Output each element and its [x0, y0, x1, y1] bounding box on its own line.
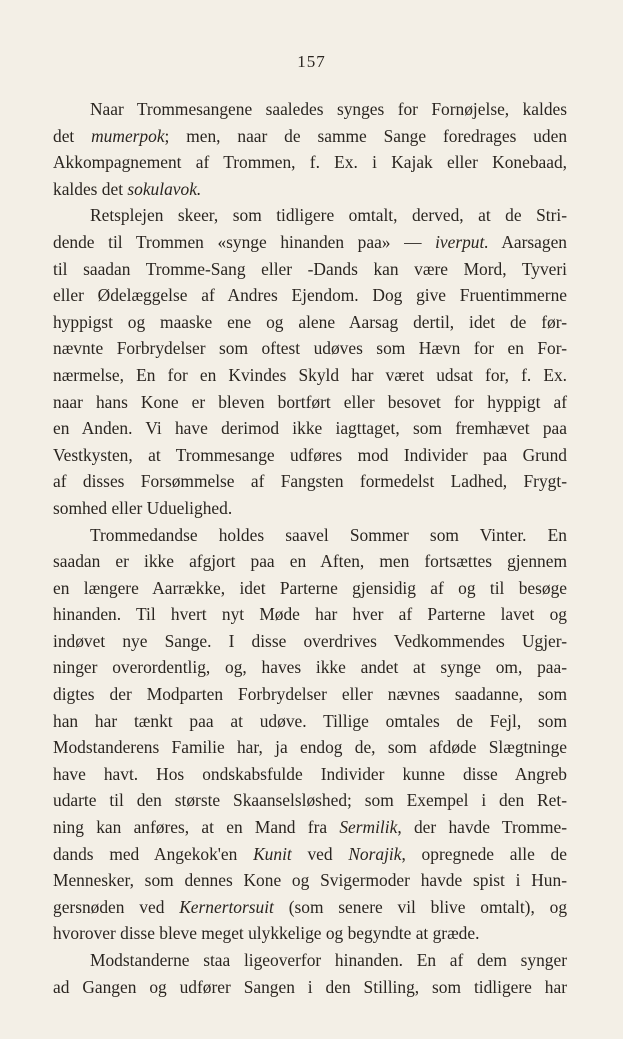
text-line: dende til Trommen «synge hinanden paa» — iverput. Aarsagen — [53, 231, 567, 252]
italic-term: Kernertorsuit — [179, 896, 274, 917]
text-line: af disses Forsømmelse af Fangsten formedelst Ladhed, Frygt- — [53, 471, 567, 492]
text-line: Naar Trommesangene saaledes synges for Fornøjelse, kaldes — [90, 99, 567, 119]
text-line: dands med Angekok'en Kunit ved Norajik, opregnede alle de — [53, 843, 567, 864]
text-line: han har tænkt paa at udøve. Tillige omtales de Fejl, som — [53, 710, 567, 731]
text-line: Trommedandse holdes saavel Sommer som Vinter. En — [90, 524, 567, 545]
text-line: naar hans Kone er bleven bortført eller besovet for hyppigt af — [53, 391, 567, 412]
text-line: indøvet nye Sange. I disse overdrives Vedkommendes Ugjer- — [53, 630, 567, 651]
text-line: Retsplejen skeer, som tidligere omtalt, derved, at de Stri- — [90, 205, 567, 226]
text-line: en længere Aarrække, idet Parterne gjensidig af og til besøge — [53, 577, 567, 598]
text-line: Mennesker, som dennes Kone og Svigermoder havde spist i Hun- — [53, 870, 567, 891]
text-line: hyppigst og maaske ene og alene Aarsag dertil, idet de før- — [53, 311, 567, 332]
text-line: gersnøden ved Kernertorsuit (som senere vil blive omtalt), og — [53, 896, 568, 917]
text-line: udarte til den største Skaanselsløshed; som Exempel i den Ret- — [53, 790, 567, 811]
text-line: saadan er ikke afgjort paa en Aften, men fortsættes gjennem — [53, 551, 567, 572]
text-line: Modstanderens Familie har, ja endog de, som afdøde Slægtninge — [53, 737, 567, 758]
text-line: somhed eller Uduelighed. — [53, 497, 233, 518]
text-line: hinanden. Til hvert nyt Møde har hver af Parterne lavet og — [53, 604, 567, 625]
italic-term: Kunit — [253, 843, 292, 864]
text-line: det mumerpok; men, naar de samme Sange foredrages uden — [53, 125, 568, 146]
body-text — [53, 96, 567, 1000]
text-line: kaldes det sokulavok. — [53, 178, 202, 199]
text-line: ninger overordentlig, og, haves ikke andet at synge om, paa- — [53, 657, 567, 678]
italic-term: mumerpok — [91, 125, 165, 146]
text-line: Vestkysten, at Trommesange udføres mod Individer paa Grund — [53, 444, 567, 465]
italic-term: Norajik — [348, 843, 402, 864]
text-line: Modstanderne staa ligeoverfor hinanden. En af dem synger — [90, 950, 567, 970]
text-line: hvorover disse bleve meget ulykkelige og begyndte at græde. — [53, 923, 480, 944]
italic-term: iverput. — [435, 231, 489, 252]
text-line: have havt. Hos ondskabsfulde Individer kunne disse Angreb — [53, 763, 567, 784]
italic-term: sokulavok. — [127, 178, 202, 199]
text-line: en Anden. Vi have derimod ikke iagttaget, som fremhævet paa — [53, 418, 567, 439]
text-line: ad Gangen og udfører Sangen i den Stilling, som tidligere har — [53, 976, 567, 997]
text-line: nævnte Forbrydelser som oftest udøves som Hævn for en For- — [53, 338, 567, 359]
text-line: nærmelse, En for en Kvindes Skyld har været udsat for, f. Ex. — [53, 364, 567, 385]
text-line: eller Ødelæggelse af Andres Ejendom. Dog give Fruentimmerne — [53, 285, 567, 306]
text-line: til saadan Tromme-Sang eller -Dands kan være Mord, Tyveri — [53, 258, 567, 279]
italic-term: Sermilik — [339, 817, 398, 838]
text-line: Akkompagnement af Trommen, f. Ex. i Kajak eller Konebaad, — [53, 152, 567, 173]
text-line: digtes der Modparten Forbrydelser eller nævnes saadanne, som — [53, 684, 567, 705]
text-line: ning kan anføres, at en Mand fra Sermilik, der havde Tromme- — [53, 817, 567, 838]
page-number: 157 — [297, 52, 326, 71]
